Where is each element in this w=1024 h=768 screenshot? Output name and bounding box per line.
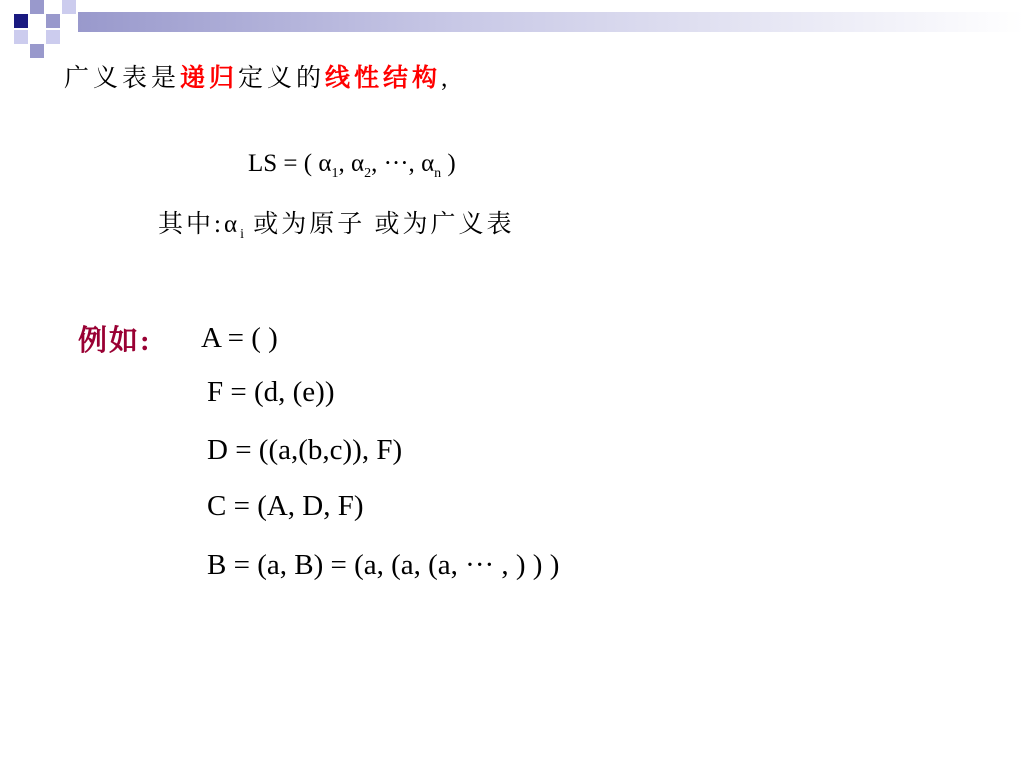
intro-part3: , (441, 65, 452, 92)
formula-sep1: , (338, 150, 351, 177)
header-square-light (46, 14, 60, 28)
header-square-light (46, 30, 60, 44)
alpha-symbol: α (421, 150, 435, 177)
alpha-symbol: α (318, 150, 332, 177)
intro-highlight-linear-structure: 线性结构 (325, 65, 442, 92)
element-note (158, 204, 514, 243)
header-square-light (62, 0, 76, 14)
example-c: C = (A, D, F) (207, 490, 364, 522)
example-b: B = (a, B) = (a, (a, (a, ··· , ) ) ) (207, 549, 560, 581)
intro-part2: 定义的 (238, 65, 326, 92)
ls-formula (248, 150, 456, 182)
subscript-2: 2 (364, 166, 372, 181)
intro-highlight-recursive: 递归 (180, 65, 239, 92)
subscript-1: 1 (331, 166, 339, 181)
header-square-light (14, 30, 28, 44)
header-square-light (30, 0, 44, 14)
alpha-symbol: α (350, 150, 365, 177)
example-label: 例如: (78, 325, 152, 357)
alpha-symbol: α (223, 211, 241, 238)
intro-part1: 广义表是 (64, 65, 181, 92)
note-prefix: 其中: (158, 211, 224, 238)
example-a: A = ( ) (201, 322, 278, 354)
subscript-n: n (434, 166, 442, 181)
formula-sep2: , ···, (371, 150, 422, 177)
note-suffix: 或为原子 或为广义表 (243, 211, 515, 238)
intro-text (64, 58, 451, 94)
subscript-i: i (240, 227, 244, 242)
formula-lhs: LS = ( (248, 150, 319, 177)
formula-close: ) (441, 150, 456, 177)
example-f: F = (d, (e)) (207, 376, 335, 408)
header-gradient-bar (78, 12, 1024, 32)
example-d: D = ((a,(b,c)), F) (207, 434, 403, 466)
header-square-light (30, 44, 44, 58)
header-square-dark (14, 14, 28, 28)
